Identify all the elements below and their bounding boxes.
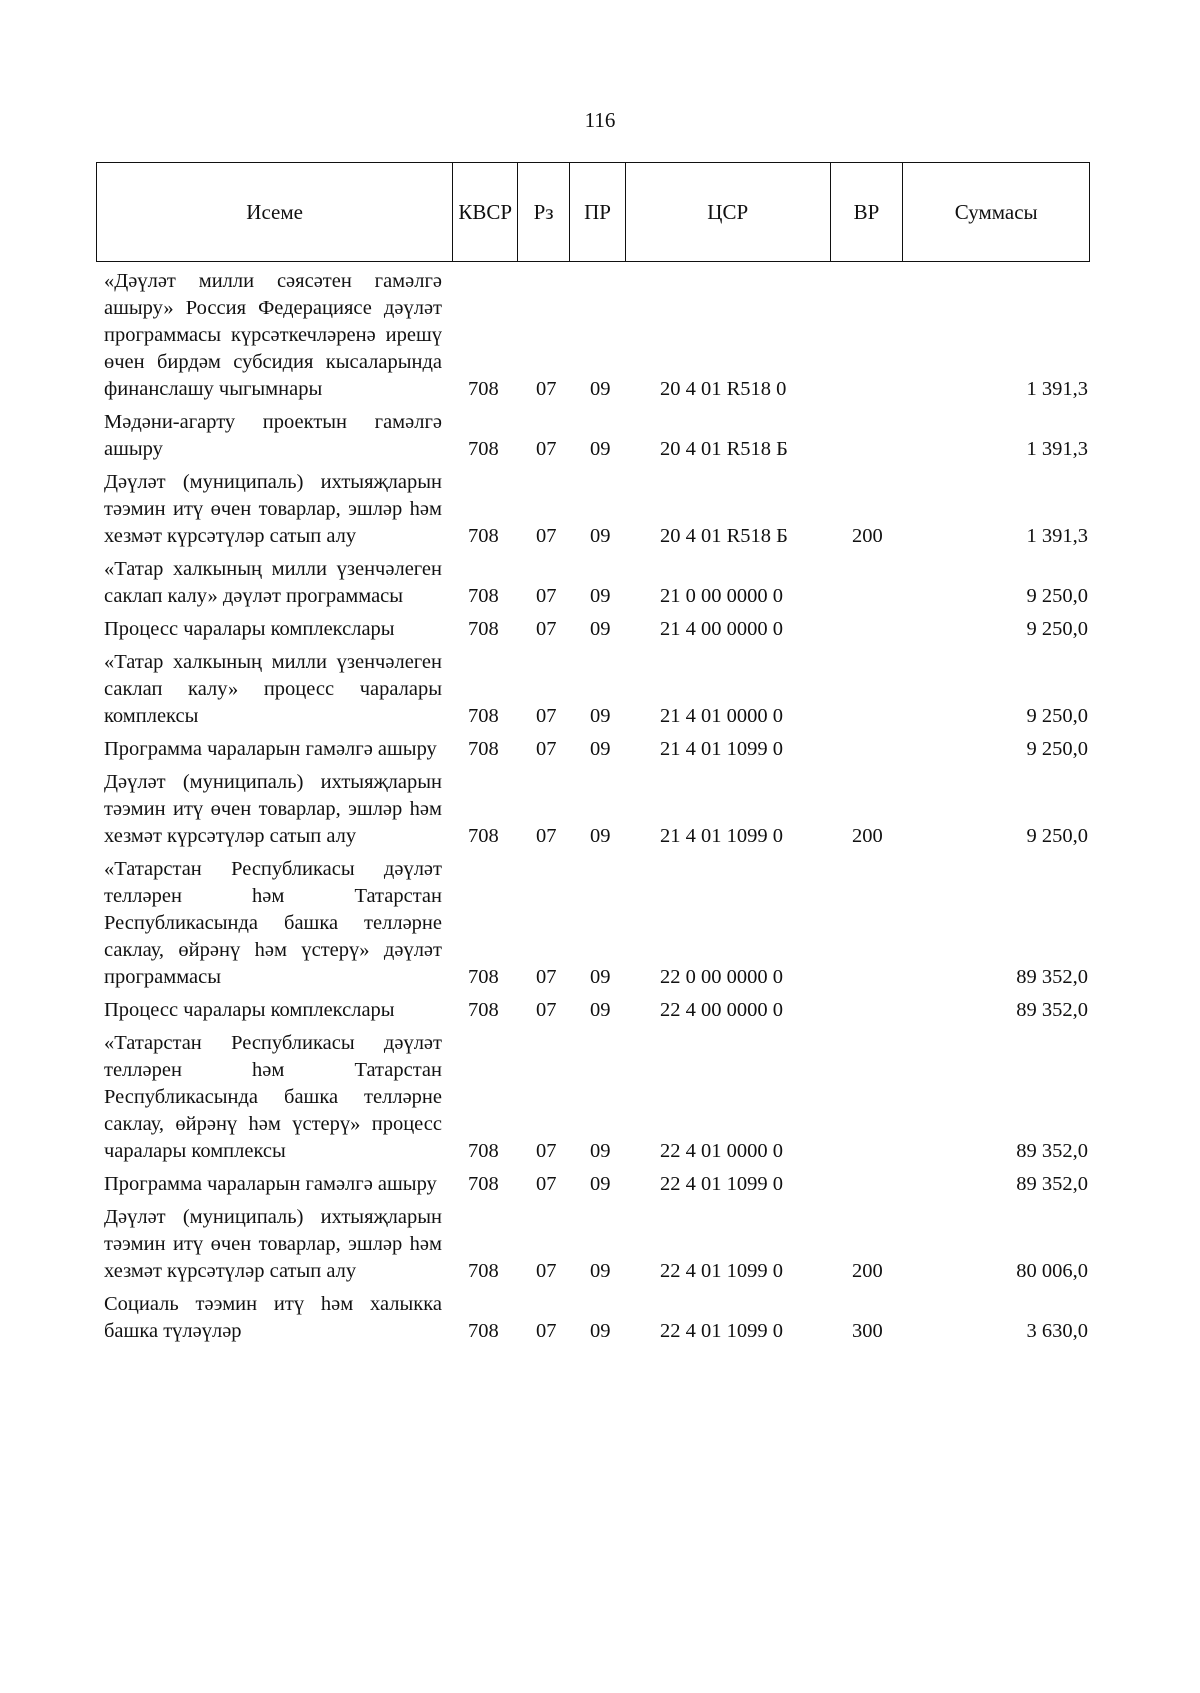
row-pr: 09	[590, 525, 611, 547]
row-rz: 07	[536, 618, 557, 640]
row-kvsr: 708	[468, 1173, 499, 1195]
row-sum: 89 352,0	[1016, 999, 1088, 1021]
row-pr: 09	[590, 438, 611, 460]
row-pr: 09	[590, 738, 611, 760]
row-sum: 89 352,0	[1016, 966, 1088, 988]
row-name: «Дәүләт милли сәясәтен гамәлгә ашыру» Россия Федерациясе дәүләт программасы күрсәткечләренә ирешү өчен бирдәм субсидия кысаларында финанслашу чыгымнары	[104, 270, 442, 400]
row-csr: 22 4 01 1099 0	[660, 1260, 783, 1282]
row-sum: 1 391,3	[1026, 378, 1088, 400]
row-rz: 07	[536, 585, 557, 607]
row-csr: 20 4 01 R518 Б	[660, 438, 788, 460]
row-kvsr: 708	[468, 525, 499, 547]
row-kvsr: 708	[468, 738, 499, 760]
table-body	[0, 268, 1200, 1351]
row-name: Дәүләт (муниципаль) ихтыяҗларын тәэмин итү өчен товарлар, эшләр һәм хезмәт күрсәтүләр сатып алу	[104, 1206, 442, 1282]
row-csr: 22 0 00 0000 0	[660, 966, 783, 988]
table-row	[0, 736, 1200, 763]
row-vr: 200	[852, 1260, 883, 1282]
row-kvsr: 708	[468, 999, 499, 1021]
row-sum: 9 250,0	[1026, 585, 1088, 607]
row-pr: 09	[590, 966, 611, 988]
row-kvsr: 708	[468, 378, 499, 400]
row-rz: 07	[536, 1260, 557, 1282]
row-rz: 07	[536, 825, 557, 847]
row-sum: 1 391,3	[1026, 438, 1088, 460]
row-pr: 09	[590, 618, 611, 640]
table-row	[0, 1030, 1200, 1165]
column-header-vr: ВР	[831, 163, 904, 261]
row-rz: 07	[536, 378, 557, 400]
row-kvsr: 708	[468, 825, 499, 847]
row-sum: 9 250,0	[1026, 825, 1088, 847]
row-kvsr: 708	[468, 966, 499, 988]
row-kvsr: 708	[468, 1320, 499, 1342]
table-row	[0, 556, 1200, 610]
row-rz: 07	[536, 525, 557, 547]
column-header-rz: Рз	[518, 163, 570, 261]
table-row	[0, 268, 1200, 403]
row-rz: 07	[536, 999, 557, 1021]
row-rz: 07	[536, 438, 557, 460]
row-vr: 300	[852, 1320, 883, 1342]
row-pr: 09	[590, 825, 611, 847]
row-vr: 200	[852, 525, 883, 547]
row-sum: 80 006,0	[1016, 1260, 1088, 1282]
row-pr: 09	[590, 999, 611, 1021]
table-row	[0, 469, 1200, 550]
row-name: Процесс чаралары комплекслары	[104, 999, 395, 1021]
row-csr: 20 4 01 R518 Б	[660, 525, 788, 547]
row-pr: 09	[590, 1140, 611, 1162]
table-row	[0, 649, 1200, 730]
row-name: «Татар халкының милли үзенчәлеген саклап калу» процесс чаралары комплексы	[104, 651, 442, 727]
row-rz: 07	[536, 705, 557, 727]
row-csr: 21 4 01 1099 0	[660, 738, 783, 760]
row-kvsr: 708	[468, 1140, 499, 1162]
row-sum: 3 630,0	[1026, 1320, 1088, 1342]
row-sum: 89 352,0	[1016, 1140, 1088, 1162]
row-sum: 89 352,0	[1016, 1173, 1088, 1195]
table-row	[0, 1204, 1200, 1285]
row-sum: 9 250,0	[1026, 618, 1088, 640]
row-sum: 1 391,3	[1026, 525, 1088, 547]
row-csr: 20 4 01 R518 0	[660, 378, 787, 400]
row-csr: 22 4 01 0000 0	[660, 1140, 783, 1162]
row-name: «Татарстан Республикасы дәүләт телләрен һәм Татарстан Республикасында башка телләрне саклау, өйрәнү һәм үстерү» процесс чаралары комплексы	[104, 1032, 442, 1162]
table-row	[0, 997, 1200, 1024]
row-rz: 07	[536, 1173, 557, 1195]
row-rz: 07	[536, 1140, 557, 1162]
row-sum: 9 250,0	[1026, 705, 1088, 727]
row-name: Процесс чаралары комплекслары	[104, 618, 395, 640]
row-name: Программа чараларын гамәлгә ашыру	[104, 1173, 437, 1195]
column-header-csr: ЦСР	[626, 163, 831, 261]
row-vr: 200	[852, 825, 883, 847]
row-kvsr: 708	[468, 1260, 499, 1282]
row-rz: 07	[536, 738, 557, 760]
table-row	[0, 1291, 1200, 1345]
page-number: 116	[584, 108, 616, 132]
row-sum: 9 250,0	[1026, 738, 1088, 760]
row-csr: 21 0 00 0000 0	[660, 585, 783, 607]
row-csr: 22 4 01 1099 0	[660, 1173, 783, 1195]
table-row	[0, 616, 1200, 643]
table-header	[96, 162, 1090, 262]
row-name: «Татар халкының милли үзенчәлеген саклап калу» дәүләт программасы	[104, 558, 442, 607]
row-name: Социаль тәэмин итү һәм халыкка башка түләүләр	[104, 1293, 442, 1342]
row-csr: 22 4 00 0000 0	[660, 999, 783, 1021]
row-kvsr: 708	[468, 705, 499, 727]
row-csr: 21 4 00 0000 0	[660, 618, 783, 640]
row-csr: 21 4 01 1099 0	[660, 825, 783, 847]
row-name: Дәүләт (муниципаль) ихтыяҗларын тәэмин итү өчен товарлар, эшләр һәм хезмәт күрсәтүләр сатып алу	[104, 471, 442, 547]
row-name: Программа чараларын гамәлгә ашыру	[104, 738, 437, 760]
table-row	[0, 1171, 1200, 1198]
row-csr: 21 4 01 0000 0	[660, 705, 783, 727]
row-rz: 07	[536, 1320, 557, 1342]
row-pr: 09	[590, 378, 611, 400]
row-kvsr: 708	[468, 585, 499, 607]
table-row	[0, 409, 1200, 463]
column-header-name: Исеме	[97, 163, 453, 261]
row-kvsr: 708	[468, 438, 499, 460]
row-pr: 09	[590, 705, 611, 727]
column-header-sum: Суммасы	[954, 199, 1038, 224]
column-header-kvsr: КВСР	[453, 163, 518, 261]
row-pr: 09	[590, 1260, 611, 1282]
row-name: Дәүләт (муниципаль) ихтыяҗларын тәэмин итү өчен товарлар, эшләр һәм хезмәт күрсәтүләр сатып алу	[104, 771, 442, 847]
column-header-pr: ПР	[570, 163, 626, 261]
row-name: Мәдәни-агарту проектын гамәлгә ашыру	[104, 411, 442, 460]
row-pr: 09	[590, 1320, 611, 1342]
row-kvsr: 708	[468, 618, 499, 640]
table-row	[0, 856, 1200, 991]
table-row	[0, 769, 1200, 850]
row-pr: 09	[590, 1173, 611, 1195]
row-pr: 09	[590, 585, 611, 607]
row-csr: 22 4 01 1099 0	[660, 1320, 783, 1342]
row-name: «Татарстан Республикасы дәүләт телләрен һәм Татарстан Республикасында башка телләрне саклау, өйрәнү һәм үстерү» дәүләт программасы	[104, 858, 442, 988]
row-rz: 07	[536, 966, 557, 988]
